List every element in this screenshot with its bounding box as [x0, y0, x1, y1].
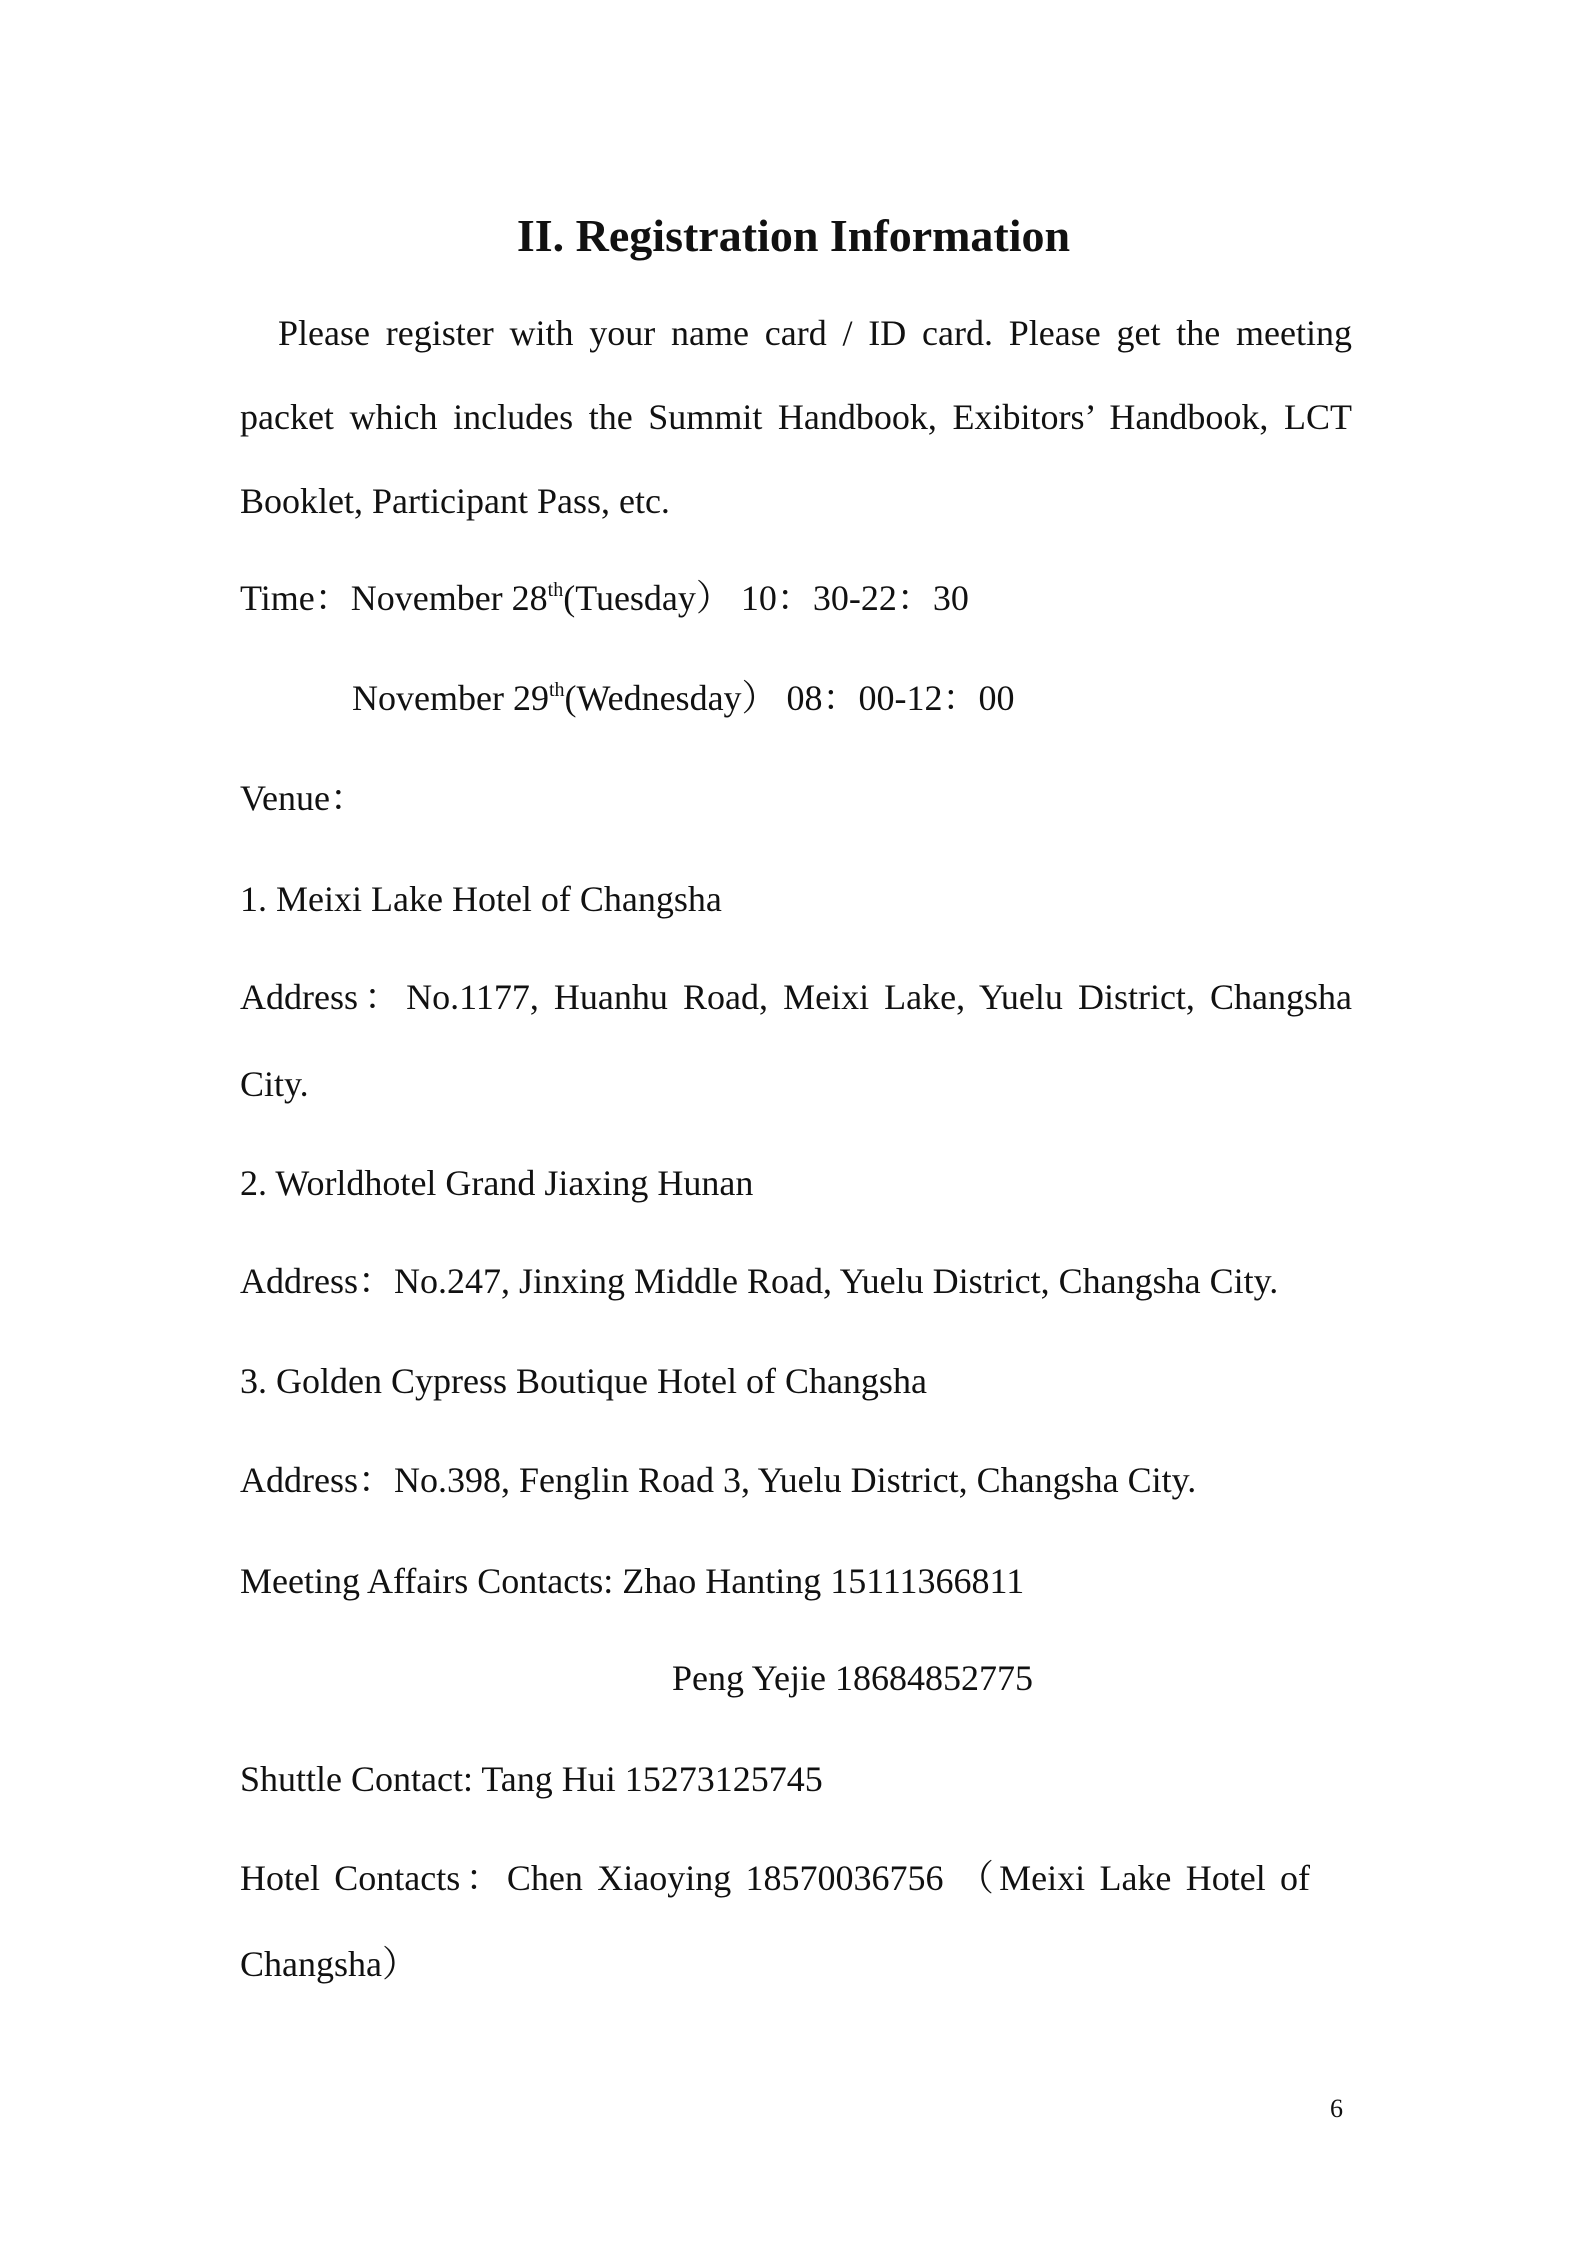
venue-1-address-cont: City. — [240, 1064, 309, 1104]
time-row-2 — [352, 676, 1015, 720]
venue-3-address: Address：No.398, Fenglin Road 3, Yuelu District, Changsha City. — [240, 1460, 1197, 1500]
venue-1-address: Address：No.1177, Huanhu Road, Meixi Lake, Yuelu District, Changsha — [240, 977, 1352, 1017]
venue-2-address: Address：No.247, Jinxing Middle Road, Yuelu District, Changsha City. — [240, 1261, 1279, 1301]
venue-2-name: 2. Worldhotel Grand Jiaxing Hunan — [240, 1163, 754, 1203]
page-number: 6 — [1330, 2094, 1343, 2123]
venue-label: Venue： — [240, 778, 366, 818]
venue-1-name: 1. Meixi Lake Hotel of Changsha — [240, 879, 722, 919]
time-slot-1-hours: (Tuesday） 10：30-22：30 — [563, 578, 969, 618]
hotel-contact-cont: Changsha） — [240, 1944, 418, 1984]
meeting-affairs-contact: Meeting Affairs Contacts: Zhao Hanting 15111366811 — [240, 1561, 1025, 1601]
intro-line-3: Booklet, Participant Pass, etc. — [240, 481, 670, 521]
meeting-affairs-contact-2: Peng Yejie 18684852775 — [672, 1658, 1034, 1698]
time-slot-2-date: November 29 — [352, 678, 549, 718]
intro-line-1: Please register with your name card / ID card. Please get the meeting — [278, 313, 1352, 353]
intro-line-2: packet which includes the Summit Handbook, Exibitors’ Handbook, LCT — [240, 397, 1352, 437]
time-row-1 — [240, 576, 969, 620]
time-slot-1-ordinal: th — [547, 579, 564, 601]
hotel-contact: Hotel Contacts：Chen Xiaoying 18570036756 （Meixi Lake Hotel of — [240, 1858, 1310, 1898]
time-slot-2-ordinal: th — [548, 679, 565, 701]
time-slot-1-date: November 28 — [350, 578, 548, 618]
venue-3-name: 3. Golden Cypress Boutique Hotel of Changsha — [240, 1361, 927, 1401]
time-slot-2-hours: (Wednesday） 08：00-12：00 — [564, 678, 1015, 718]
time-label: Time： — [240, 578, 351, 618]
shuttle-contact: Shuttle Contact: Tang Hui 15273125745 — [240, 1759, 823, 1799]
section-title: II. Registration Information — [516, 210, 1071, 261]
